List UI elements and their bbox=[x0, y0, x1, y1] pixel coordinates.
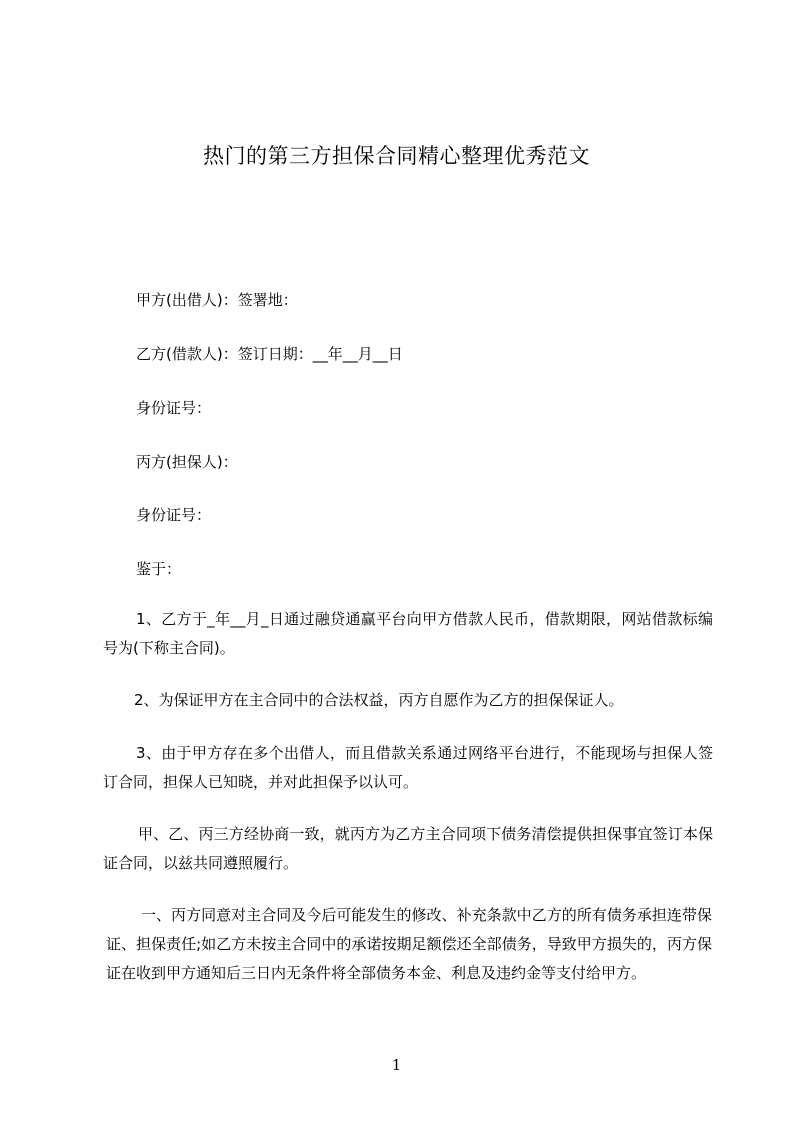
page-number: 1 bbox=[391, 1056, 402, 1074]
paragraph-clause-1: 1、乙方于_年__月_日通过融贷通赢平台向甲方借款人民币，借款期限，网站借款标编号为(下称主合同)。 bbox=[103, 610, 713, 657]
header-field-id-number-1: 身份证号： bbox=[136, 399, 212, 417]
header-field-borrower: 乙方(借款人)：签订日期：__年__月__日 bbox=[136, 345, 403, 363]
paragraph-clause-3: 3、由于甲方存在多个出借人，而且借款关系通过网络平台进行，不能现场与担保人签订合同，担保人已知晓，并对此担保予以认可。 bbox=[103, 744, 713, 791]
document-title: 热门的第三方担保合同精心整理优秀范文 bbox=[203, 144, 590, 168]
header-field-guarantor: 丙方(担保人)： bbox=[136, 453, 238, 471]
header-field-lender: 甲方(出借人)：签署地： bbox=[136, 291, 298, 309]
paragraph-clause-2: 2、为保证甲方在主合同中的合法权益，丙方自愿作为乙方的担保保证人。 bbox=[134, 691, 624, 709]
header-field-whereas: 鉴于： bbox=[136, 560, 182, 578]
header-field-id-number-2: 身份证号： bbox=[136, 506, 212, 524]
paragraph-agreement: 甲、乙、丙三方经协商一致，就丙方为乙方主合同项下债务清偿提供担保事宜签订本保证合同，以兹共同遵照履行。 bbox=[103, 825, 713, 872]
paragraph-article-1: 一、丙方同意对主合同及今后可能发生的修改、补充条款中乙方的所有债务承担连带保证、担保责任;如乙方未按主合同中的承诺按期足额偿还全部债务，导致甲方损失的，丙方保证在收到甲方通知后三日内无条件将全部债务本金、利息及违约金等支付给甲方。 bbox=[106, 906, 712, 982]
